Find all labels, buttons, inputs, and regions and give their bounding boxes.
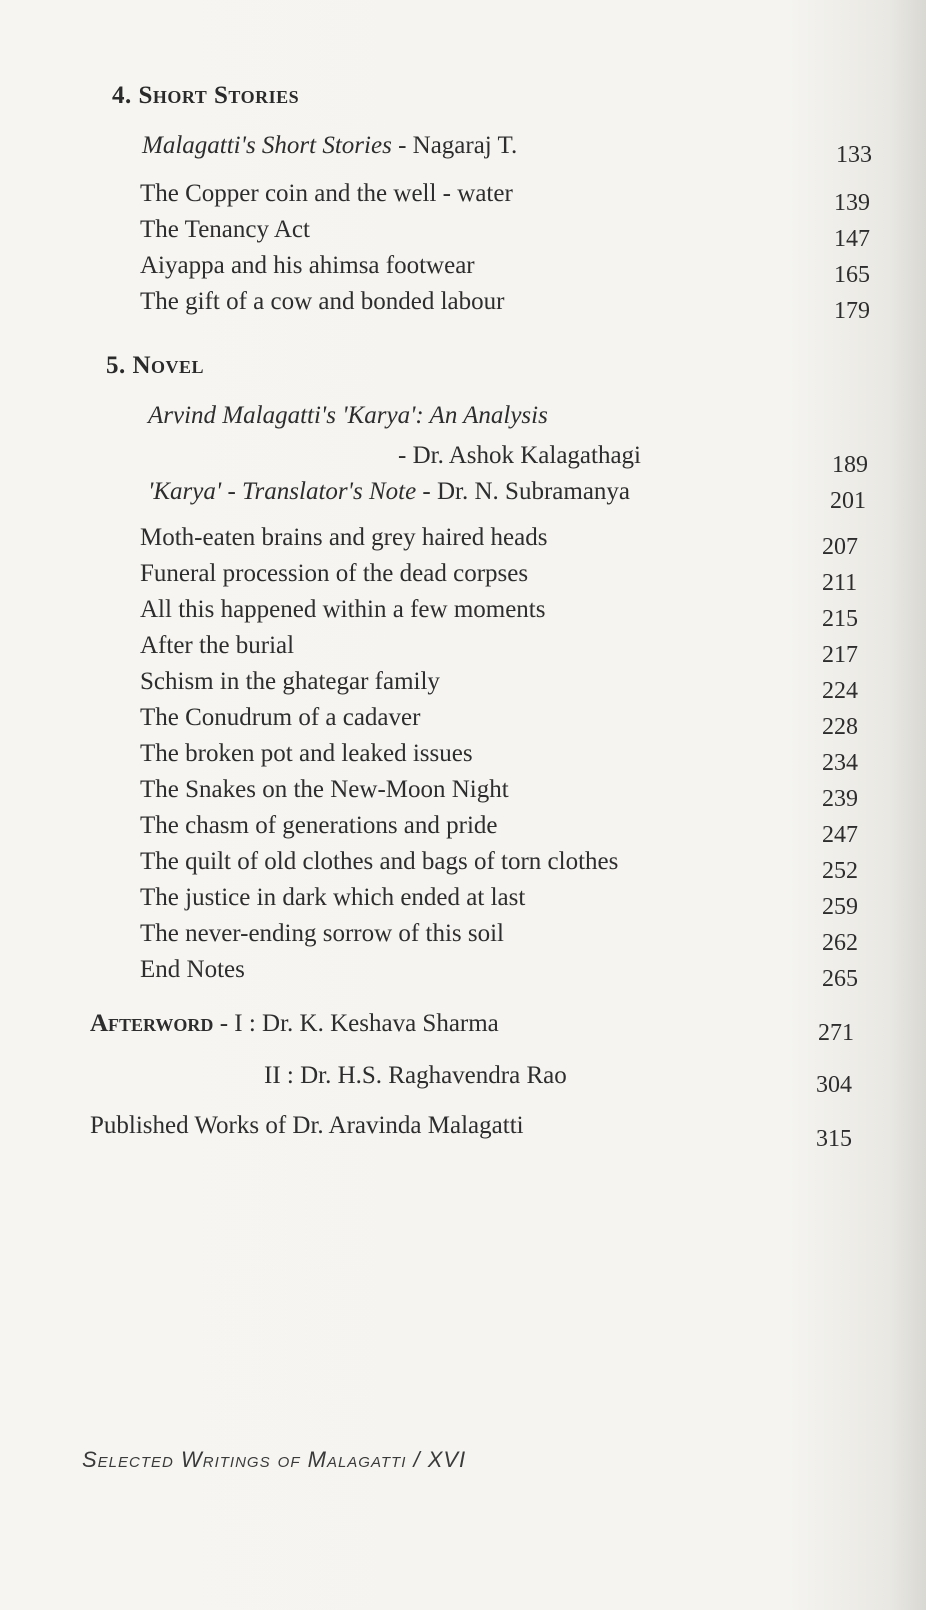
toc-entry: End Notes <box>140 956 245 983</box>
toc-entry: The gift of a cow and bonded labour <box>140 288 505 315</box>
page-number: 262 <box>822 930 858 956</box>
page-number: 228 <box>822 714 858 740</box>
page-number: 247 <box>822 822 858 848</box>
toc-entry: Moth-eaten brains and grey haired heads <box>140 524 548 551</box>
page-number: 133 <box>836 142 872 168</box>
entry-author: - Dr. N. Subramanya <box>416 478 631 505</box>
page-number: 271 <box>818 1020 854 1046</box>
entry-title: Arvind Malagatti's 'Karya': An Analysis <box>148 402 548 429</box>
toc-entry-translators-note <box>148 478 630 506</box>
page-number: 165 <box>834 262 870 288</box>
section-5-heading: 5. Novel <box>106 352 205 379</box>
page-number: 259 <box>822 894 858 920</box>
page-number: 179 <box>834 298 870 324</box>
entry-title: 'Karya' - Translator's Note <box>148 478 417 505</box>
page-number: 315 <box>816 1126 852 1152</box>
entry-author: - Nagaraj T. <box>391 132 518 159</box>
page-number: 147 <box>834 226 870 252</box>
toc-entry: The justice in dark which ended at last <box>140 884 526 911</box>
toc-entry: After the burial <box>140 632 295 659</box>
page-number: 304 <box>816 1072 852 1098</box>
page-number: 265 <box>822 966 858 992</box>
page-number: 224 <box>822 678 858 704</box>
afterword-part-1: - I : Dr. K. Keshava Sharma <box>213 1010 499 1037</box>
toc-entry: Aiyappa and his ahimsa footwear <box>140 252 475 279</box>
toc-entry: Funeral procession of the dead corpses <box>140 560 529 587</box>
toc-entry: The quilt of old clothes and bags of torn clothes <box>140 848 619 875</box>
toc-entry-short-stories-intro <box>142 132 517 160</box>
page-number: 215 <box>822 606 858 632</box>
page-number: 139 <box>834 190 870 216</box>
toc-entry-novel-analysis-author: - Dr. Ashok Kalagathagi <box>398 442 642 469</box>
toc-entry: The Copper coin and the well - water <box>140 180 513 207</box>
toc-entry: The chasm of generations and pride <box>140 812 498 839</box>
toc-entry: The Snakes on the New-Moon Night <box>140 776 509 803</box>
toc-entry-published-works: Published Works of Dr. Aravinda Malagatti <box>90 1112 524 1139</box>
page-footer: Selected Writings of Malagatti / XVI <box>82 1447 467 1472</box>
page-number: 189 <box>832 452 868 478</box>
page-number: 217 <box>822 642 858 668</box>
toc-entry: The never-ending sorrow of this soil <box>140 920 505 947</box>
toc-entry: The Conudrum of a cadaver <box>140 704 421 731</box>
toc-entry: All this happened within a few moments <box>140 596 546 623</box>
toc-entry-afterword-1 <box>90 1010 499 1038</box>
page-number: 207 <box>822 534 858 560</box>
page-number: 239 <box>822 786 858 812</box>
afterword-label: Afterword <box>90 1010 214 1037</box>
entry-title: Malagatti's Short Stories <box>142 132 392 159</box>
toc-entry: The Tenancy Act <box>140 216 310 243</box>
page-number: 252 <box>822 858 858 884</box>
toc-entry-novel-analysis <box>148 402 548 430</box>
toc-entry-afterword-2: II : Dr. H.S. Raghavendra Rao <box>264 1062 567 1089</box>
page-number: 234 <box>822 750 858 776</box>
page-number: 201 <box>830 488 866 514</box>
toc-entry: Schism in the ghategar family <box>140 668 440 695</box>
section-4-heading: 4. Short Stories <box>112 82 300 109</box>
toc-entry: The broken pot and leaked issues <box>140 740 473 767</box>
page-number: 211 <box>822 570 858 596</box>
